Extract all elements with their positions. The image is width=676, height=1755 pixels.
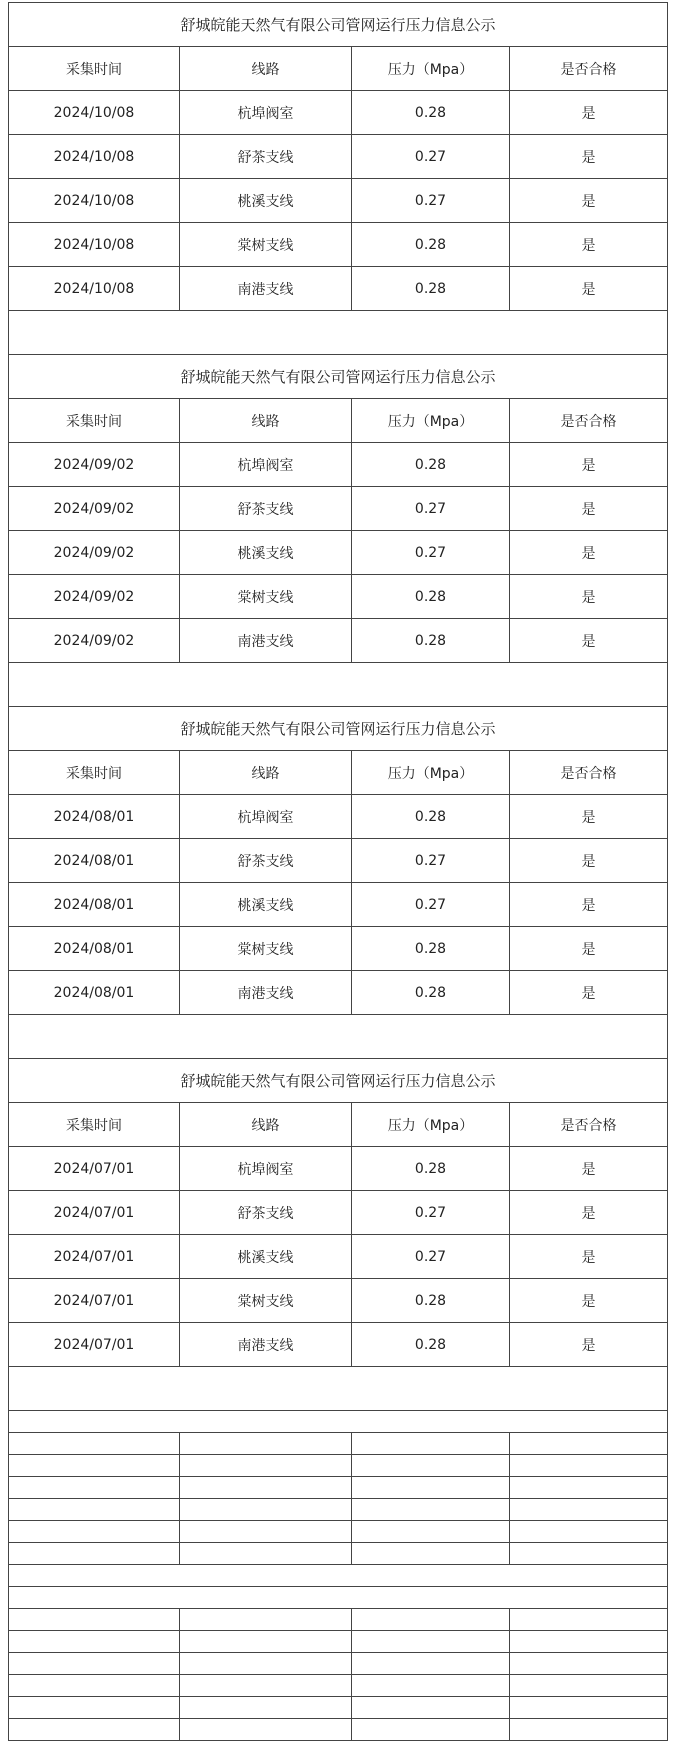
header-date: 采集时间 <box>9 751 180 795</box>
cell-line: 杭埠阀室 <box>180 443 352 487</box>
cell-qualified: 是 <box>510 619 668 663</box>
cell-line: 桃溪支线 <box>180 179 352 223</box>
cell-qualified: 是 <box>510 575 668 619</box>
header-row <box>9 1103 668 1147</box>
pressure-report-sheet <box>8 2 667 1741</box>
cell-line: 南港支线 <box>180 1323 352 1367</box>
cell-pressure: 0.27 <box>352 179 510 223</box>
empty-row <box>9 1543 668 1565</box>
cell-qualified: 是 <box>510 1323 668 1367</box>
table-row <box>9 971 668 1015</box>
cell-qualified: 是 <box>510 795 668 839</box>
cell-qualified: 是 <box>510 179 668 223</box>
header-pressure: 压力（Mpa） <box>352 1103 510 1147</box>
cell-date: 2024/08/01 <box>9 883 180 927</box>
cell-pressure: 0.28 <box>352 223 510 267</box>
table-row <box>9 1191 668 1235</box>
table-row <box>9 575 668 619</box>
header-line: 线路 <box>180 399 352 443</box>
header-qualified: 是否合格 <box>510 399 668 443</box>
cell-date: 2024/09/02 <box>9 443 180 487</box>
cell-line: 杭埠阀室 <box>180 795 352 839</box>
empty-row <box>9 1609 668 1631</box>
table-row <box>9 531 668 575</box>
cell-qualified: 是 <box>510 1279 668 1323</box>
table-row <box>9 135 668 179</box>
section-title-row <box>9 707 668 751</box>
cell-line: 桃溪支线 <box>180 883 352 927</box>
cell-line: 杭埠阀室 <box>180 91 352 135</box>
cell-pressure: 0.27 <box>352 883 510 927</box>
header-line: 线路 <box>180 1103 352 1147</box>
cell-qualified: 是 <box>510 223 668 267</box>
cell-date: 2024/09/02 <box>9 531 180 575</box>
cell-qualified: 是 <box>510 267 668 311</box>
cell-line: 南港支线 <box>180 267 352 311</box>
cell-line: 桃溪支线 <box>180 531 352 575</box>
table-row <box>9 487 668 531</box>
table-row <box>9 443 668 487</box>
table-row <box>9 1147 668 1191</box>
cell-date: 2024/07/01 <box>9 1147 180 1191</box>
table-row <box>9 927 668 971</box>
empty-title-row <box>9 1587 668 1609</box>
section-title-row <box>9 355 668 399</box>
cell-line: 舒茶支线 <box>180 135 352 179</box>
header-row <box>9 751 668 795</box>
cell-pressure: 0.28 <box>352 1279 510 1323</box>
cell-pressure: 0.27 <box>352 135 510 179</box>
cell-pressure: 0.28 <box>352 91 510 135</box>
cell-pressure: 0.28 <box>352 267 510 311</box>
cell-line: 棠树支线 <box>180 223 352 267</box>
cell-pressure: 0.28 <box>352 927 510 971</box>
cell-qualified: 是 <box>510 883 668 927</box>
table-row <box>9 619 668 663</box>
header-date: 采集时间 <box>9 1103 180 1147</box>
table-row <box>9 883 668 927</box>
table-row <box>9 1279 668 1323</box>
table-row <box>9 795 668 839</box>
section-title: 舒城皖能天然气有限公司管网运行压力信息公示 <box>9 707 668 751</box>
table-row <box>9 1323 668 1367</box>
table-row <box>9 179 668 223</box>
cell-line: 舒茶支线 <box>180 487 352 531</box>
cell-line: 南港支线 <box>180 971 352 1015</box>
section-title: 舒城皖能天然气有限公司管网运行压力信息公示 <box>9 355 668 399</box>
cell-qualified: 是 <box>510 971 668 1015</box>
header-qualified: 是否合格 <box>510 751 668 795</box>
cell-line: 棠树支线 <box>180 1279 352 1323</box>
cell-date: 2024/07/01 <box>9 1279 180 1323</box>
cell-date: 2024/08/01 <box>9 839 180 883</box>
cell-date: 2024/10/08 <box>9 135 180 179</box>
cell-date: 2024/07/01 <box>9 1323 180 1367</box>
header-date: 采集时间 <box>9 47 180 91</box>
cell-line: 杭埠阀室 <box>180 1147 352 1191</box>
header-line: 线路 <box>180 751 352 795</box>
table-row <box>9 91 668 135</box>
cell-date: 2024/07/01 <box>9 1191 180 1235</box>
pressure-table <box>8 2 668 1741</box>
empty-row <box>9 1455 668 1477</box>
cell-date: 2024/07/01 <box>9 1235 180 1279</box>
cell-pressure: 0.28 <box>352 971 510 1015</box>
header-qualified: 是否合格 <box>510 1103 668 1147</box>
cell-qualified: 是 <box>510 1147 668 1191</box>
header-pressure: 压力（Mpa） <box>352 751 510 795</box>
empty-row <box>9 1719 668 1741</box>
cell-date: 2024/09/02 <box>9 487 180 531</box>
cell-pressure: 0.27 <box>352 487 510 531</box>
cell-qualified: 是 <box>510 443 668 487</box>
header-pressure: 压力（Mpa） <box>352 399 510 443</box>
cell-line: 舒茶支线 <box>180 1191 352 1235</box>
empty-row <box>9 1477 668 1499</box>
header-line: 线路 <box>180 47 352 91</box>
cell-date: 2024/08/01 <box>9 927 180 971</box>
cell-date: 2024/10/08 <box>9 223 180 267</box>
empty-spacer-row <box>9 1565 668 1587</box>
cell-line: 南港支线 <box>180 619 352 663</box>
header-row <box>9 399 668 443</box>
cell-pressure: 0.27 <box>352 1235 510 1279</box>
table-row <box>9 223 668 267</box>
cell-date: 2024/08/01 <box>9 795 180 839</box>
empty-title-row <box>9 1411 668 1433</box>
cell-line: 舒茶支线 <box>180 839 352 883</box>
section-title: 舒城皖能天然气有限公司管网运行压力信息公示 <box>9 3 668 47</box>
header-pressure: 压力（Mpa） <box>352 47 510 91</box>
cell-qualified: 是 <box>510 1235 668 1279</box>
spacer-row <box>9 1015 668 1059</box>
cell-date: 2024/10/08 <box>9 267 180 311</box>
cell-pressure: 0.28 <box>352 795 510 839</box>
table-row <box>9 1235 668 1279</box>
spacer-row <box>9 311 668 355</box>
cell-pressure: 0.27 <box>352 531 510 575</box>
cell-date: 2024/09/02 <box>9 575 180 619</box>
table-row <box>9 267 668 311</box>
cell-line: 桃溪支线 <box>180 1235 352 1279</box>
empty-row <box>9 1499 668 1521</box>
header-qualified: 是否合格 <box>510 47 668 91</box>
cell-qualified: 是 <box>510 487 668 531</box>
cell-pressure: 0.27 <box>352 1191 510 1235</box>
empty-row <box>9 1697 668 1719</box>
cell-qualified: 是 <box>510 91 668 135</box>
table-row <box>9 839 668 883</box>
empty-row <box>9 1631 668 1653</box>
empty-row <box>9 1675 668 1697</box>
cell-date: 2024/10/08 <box>9 91 180 135</box>
empty-row <box>9 1433 668 1455</box>
cell-pressure: 0.28 <box>352 1323 510 1367</box>
cell-line: 棠树支线 <box>180 575 352 619</box>
cell-line: 棠树支线 <box>180 927 352 971</box>
cell-pressure: 0.28 <box>352 1147 510 1191</box>
cell-date: 2024/10/08 <box>9 179 180 223</box>
empty-row <box>9 1653 668 1675</box>
cell-qualified: 是 <box>510 135 668 179</box>
section-title-row <box>9 1059 668 1103</box>
cell-pressure: 0.27 <box>352 839 510 883</box>
cell-pressure: 0.28 <box>352 575 510 619</box>
header-date: 采集时间 <box>9 399 180 443</box>
section-title-row <box>9 3 668 47</box>
cell-date: 2024/09/02 <box>9 619 180 663</box>
section-title: 舒城皖能天然气有限公司管网运行压力信息公示 <box>9 1059 668 1103</box>
header-row <box>9 47 668 91</box>
cell-qualified: 是 <box>510 531 668 575</box>
cell-qualified: 是 <box>510 839 668 883</box>
cell-date: 2024/08/01 <box>9 971 180 1015</box>
spacer-row <box>9 663 668 707</box>
empty-row <box>9 1521 668 1543</box>
cell-pressure: 0.28 <box>352 443 510 487</box>
cell-qualified: 是 <box>510 927 668 971</box>
cell-qualified: 是 <box>510 1191 668 1235</box>
spacer-row <box>9 1367 668 1411</box>
cell-pressure: 0.28 <box>352 619 510 663</box>
